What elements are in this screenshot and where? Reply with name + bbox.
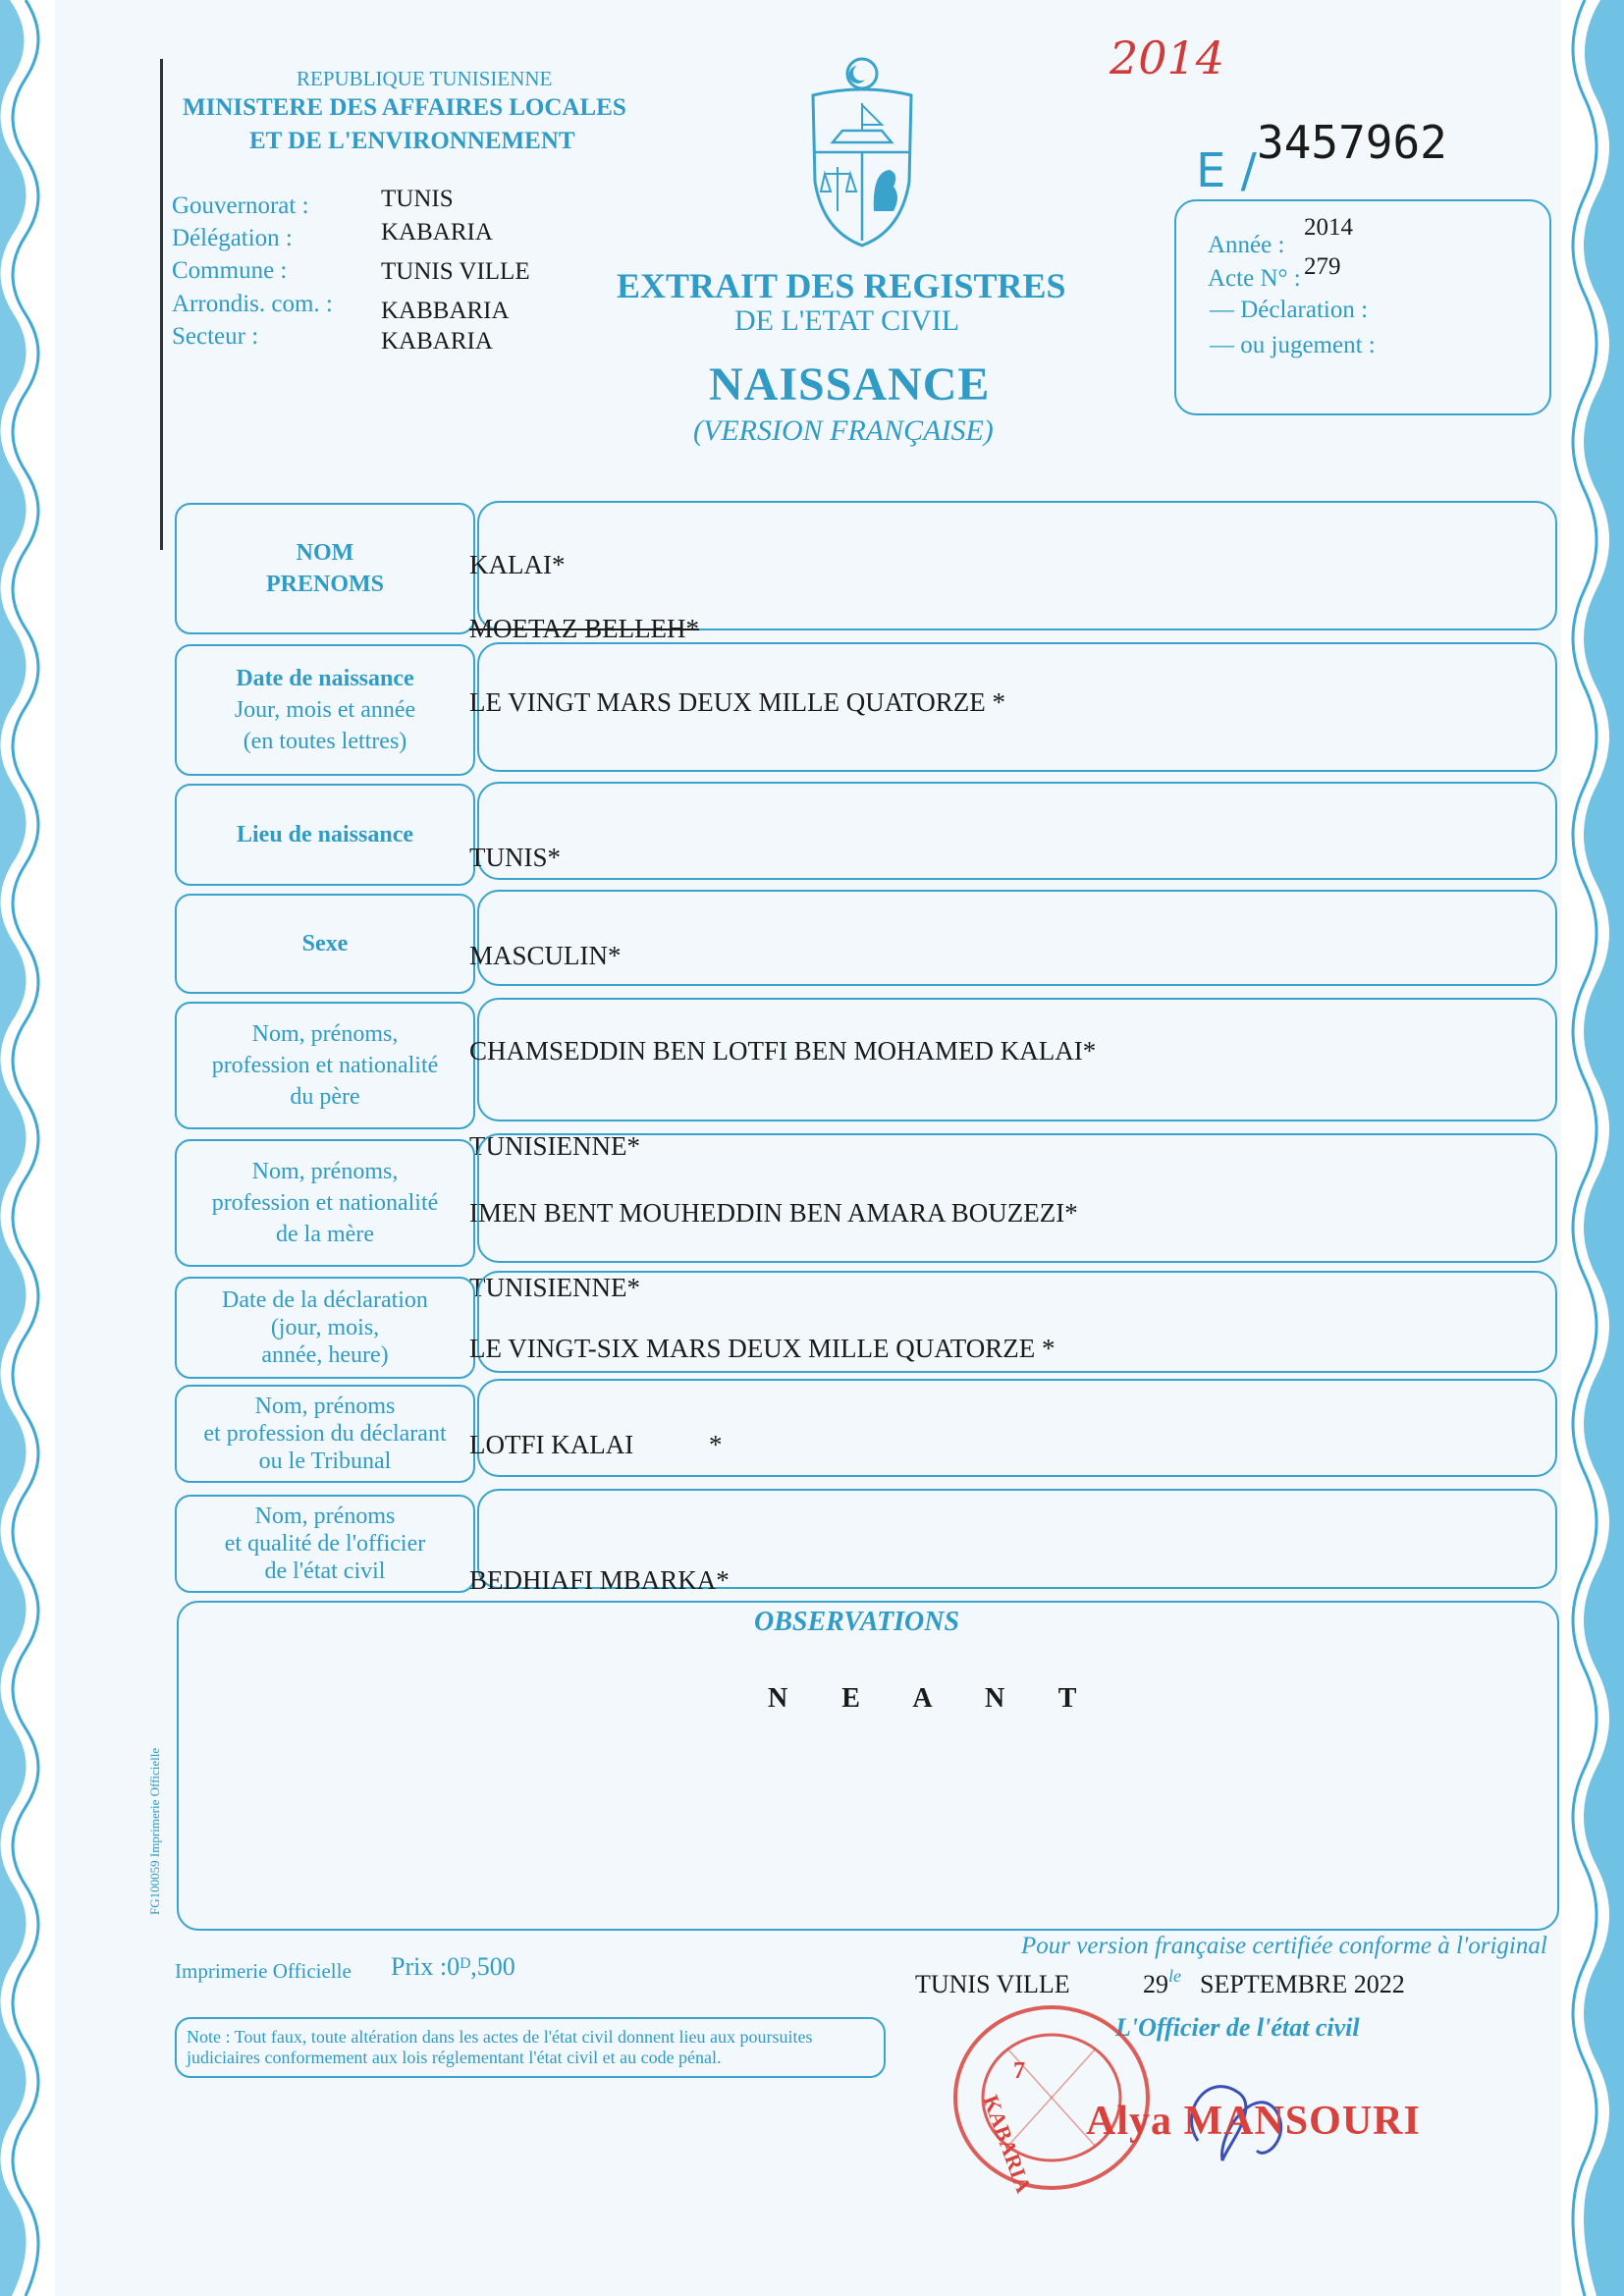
acte-label: Acte N° : [1208,265,1301,292]
month-year-value: SEPTEMBRE 2022 [1200,1970,1405,1998]
title-line2: DE L'ETAT CIVIL [734,304,960,337]
pere-label-line2: profession et nationalité [211,1053,439,1078]
sexe-value: MASCULIN* [469,941,622,970]
nom-prenoms-label [175,503,475,634]
acte-value: 279 [1304,253,1341,280]
sexe-field [477,890,1557,986]
place-value: TUNIS VILLE [915,1970,1070,1998]
declaration-date-label [175,1277,475,1379]
declarant-label-line1: Nom, prénoms [254,1394,396,1419]
title-naissance: NAISSANCE [709,358,991,410]
serial-number: 3457962 [1257,116,1447,169]
annee-value: 2014 [1304,214,1353,241]
day-value: 29 [1143,1970,1168,1998]
prenoms-label: PRENOMS [266,572,384,597]
officier-value: BEDHIAFI MBARKA* [469,1565,730,1595]
left-guilloche-border [0,0,55,2296]
secteur-value: KABARIA [381,328,493,355]
stamp-number: 7 [1013,2058,1025,2084]
certified-statement: Pour version française certifiée conforme à l'original [1021,1933,1547,1959]
sexe-label-text: Sexe [301,931,349,957]
commune-label: Commune : [172,257,288,284]
declarant-value: LOTFI KALAI [469,1430,634,1459]
date-label-sub1: Jour, mois et année [234,697,416,723]
secteur-label: Secteur : [172,323,259,350]
nom-label: NOM [296,540,354,566]
declarant-field [477,1379,1557,1477]
delegation-value: KABARIA [381,219,493,246]
arrondis-value: KABBARIA [381,298,510,324]
officier-label [175,1495,475,1593]
mere-label [175,1139,475,1267]
mere-nationalite: TUNISIENNE* [469,1273,640,1302]
arrondis-label: Arrondis. com. : [172,291,333,317]
day-mark: le [1168,1966,1181,1986]
jugement-label: — ou jugement : [1210,332,1376,358]
declarant-label-line3: ou le Tribunal [258,1449,392,1474]
title-line1: EXTRAIT DES REGISTRES [617,266,1066,305]
right-guilloche-border [1561,0,1624,2296]
imprimerie-label: Imprimerie Officielle [175,1959,352,1983]
handwritten-year: 2014 [1110,31,1225,84]
declarant-star: * [709,1430,723,1459]
observations-content: N E A N T [768,1683,1101,1714]
date-label-sub2: (en toutes lettres) [243,729,407,754]
pere-label [175,1002,475,1129]
declarant-label [175,1385,475,1483]
declaration-label: — Déclaration : [1210,297,1369,323]
officier-label-line2: et qualité de l'officier [224,1531,426,1557]
tunisia-coat-of-arms-icon [803,54,921,250]
officer-title: L'Officier de l'état civil [1115,2013,1360,2042]
observations-title: OBSERVATIONS [754,1607,960,1637]
stamp-text: KABARIA [978,2092,1037,2197]
nom-value: KALAI* [469,550,566,579]
pere-nationalite: TUNISIENNE* [469,1131,640,1161]
commune-value: TUNIS VILLE [381,258,530,285]
declarant-label-line2: et profession du déclarant [203,1421,447,1447]
republic-label: REPUBLIQUE TUNISIENNE [297,67,553,90]
nom-prenoms-field [477,501,1557,630]
date-naissance-label [175,644,475,776]
lieu-naissance-value: TUNIS* [469,843,561,872]
ministry-line2: ET DE L'ENVIRONNEMENT [249,128,575,154]
declaration-date-value: LE VINGT-SIX MARS DEUX MILLE QUATORZE * [469,1334,1056,1363]
ministry-line1: MINISTERE DES AFFAIRES LOCALES [183,94,626,121]
date-naissance-value: LE VINGT MARS DEUX MILLE QUATORZE * [469,687,1005,717]
prix-label: Prix :0ᴰ,500 [391,1952,515,1981]
delegation-label: Délégation : [172,225,293,251]
sexe-label [175,894,475,994]
observations-box [177,1601,1559,1931]
pere-value: CHAMSEDDIN BEN LOTFI BEN MOHAMED KALAI* [469,1036,1097,1066]
pere-label-line1: Nom, prénoms, [251,1021,399,1047]
mere-value: IMEN BENT MOUHEDDIN BEN AMARA BOUZEZI* [469,1198,1078,1228]
title-version: (VERSION FRANÇAISE) [693,414,994,447]
prenoms-value: MOETAZ BELLEH* [469,614,700,643]
side-print-code: FG100059 Imprimerie Officielle [147,1747,162,1915]
decl-label-line1: Date de la déclaration [222,1287,428,1313]
mere-label-line1: Nom, prénoms, [251,1159,399,1184]
binding-margin-line [160,59,163,550]
officier-label-line3: de l'état civil [264,1558,386,1584]
serial-prefix: E / [1196,143,1257,198]
gouvernorat-value: TUNIS [381,186,454,212]
officier-label-line1: Nom, prénoms [254,1503,396,1529]
lieu-naissance-label [175,784,475,886]
pere-label-line3: du père [290,1084,360,1110]
date-label-title: Date de naissance [236,666,414,691]
mere-label-line3: de la mère [276,1222,374,1247]
decl-label-line2: (jour, mois, [270,1315,380,1340]
mere-label-line2: profession et nationalité [211,1190,439,1216]
annee-label: Année : [1208,232,1285,258]
lieu-label: Lieu de naissance [236,822,414,847]
decl-label-line3: année, heure) [261,1342,389,1368]
gouvernorat-label: Gouvernorat : [172,192,309,219]
officer-name: Alya MANSOURI [1086,2099,1421,2144]
legal-note: Note : Tout faux, toute altération dans les actes de l'état civil donnent lieu aux poursuites judiciaires conformement aux lois réglementant l'état civil et au code pénal. [175,2017,886,2078]
lieu-naissance-field [477,782,1557,880]
